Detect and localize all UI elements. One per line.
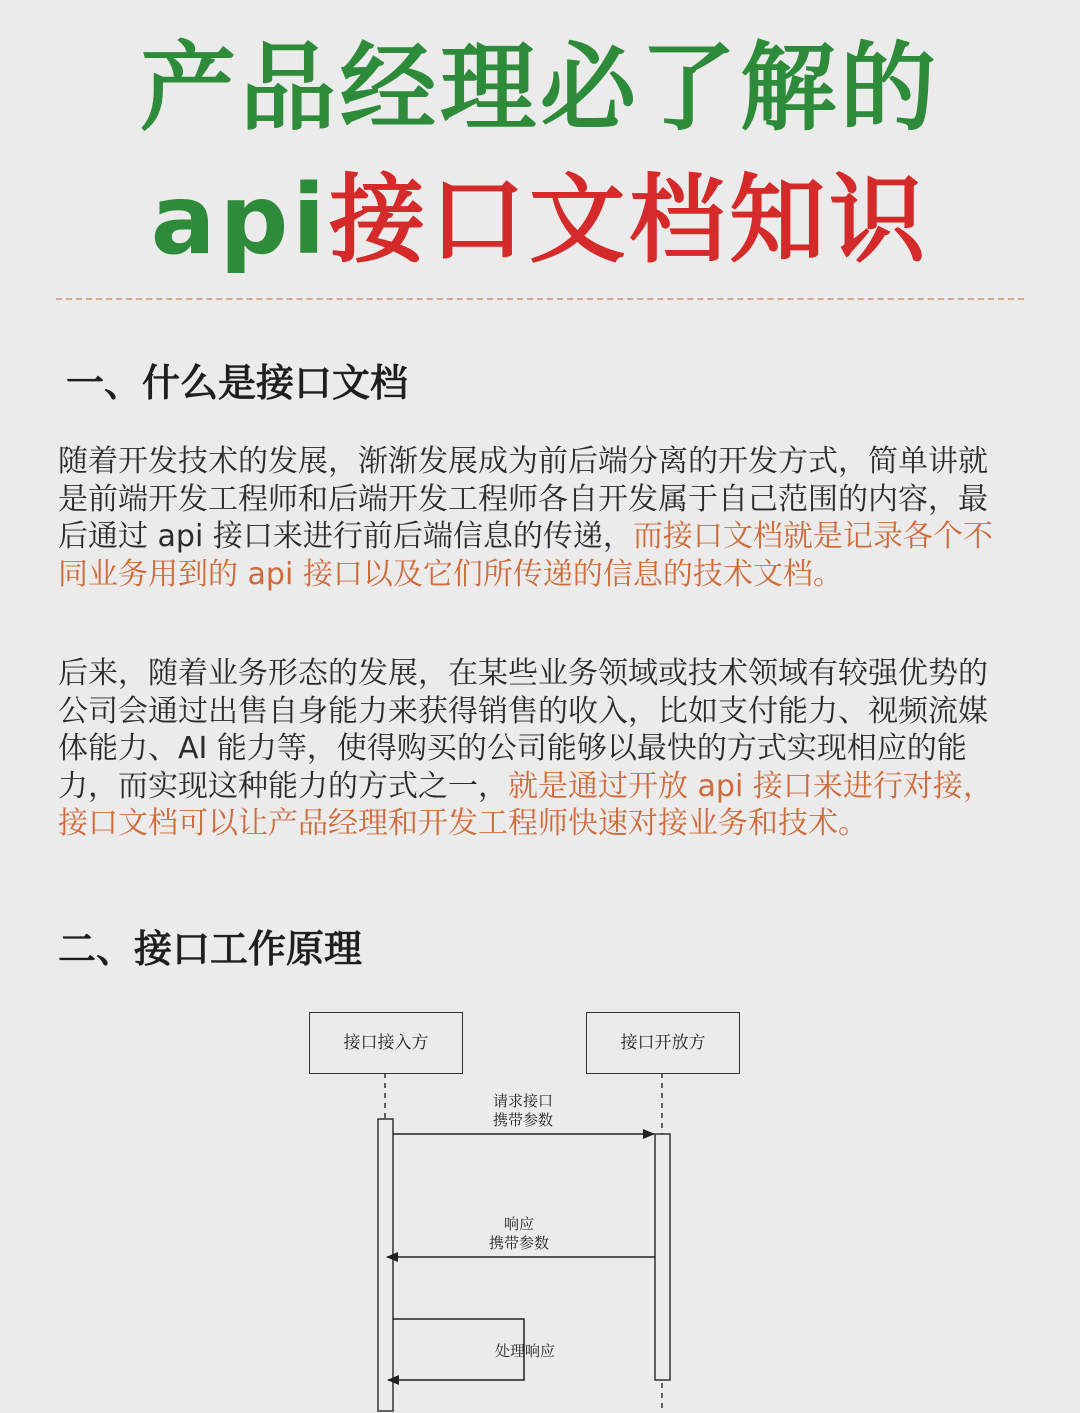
title-rest-words: 接口文档知识 [329,164,930,276]
process-label: 处理响应 [494,1342,555,1360]
request-label [464,1092,582,1130]
paragraph-1-text: 随着开发技术的发展，渐渐发展成为前后端分离的开发方式，简单讲就是前端开发工程师和后端开发工程师各自开发属于自己范围的内容，最后通过 api 接口来进行前后端信息的传递， [58,444,988,554]
actor-provider: 接口开放方 [586,1012,740,1074]
title-line-2 [0,164,1080,276]
title-api-word: api [150,164,330,276]
request-label-line-1: 请求接口 [492,1092,553,1110]
paragraph-2 [58,655,998,843]
actor-caller: 接口接入方 [309,1012,463,1074]
response-label-line-1: 响应 [503,1215,534,1233]
activation-caller [378,1119,393,1411]
response-label-line-2: 携带参数 [488,1234,549,1252]
section-heading-1: 一、什么是接口文档 [66,361,409,405]
paragraph-2-text: 后来，随着业务形态的发展，在某些业务领域或技术领域有较强优势的公司会通过出售自身能力来获得销售的收入，比如支付能力、视频流媒体能力、AI 能力等，使得购买的公司能够以最快的方式实现相应的能力，而实现这种能力的方式之一， [58,656,988,804]
response-label [464,1215,574,1253]
activation-provider [655,1134,670,1380]
section-heading-2: 二、接口工作原理 [58,927,363,971]
paragraph-1 [58,443,998,593]
request-label-line-2: 携带参数 [492,1111,553,1129]
paragraph-1-highlight: 而接口文档就是记录各个不同业务用到的 api 接口以及它们所传递的信息的技术文档。 [58,519,993,592]
paragraph-2-highlight: 就是通过开放 api 接口来进行对接，接口文档可以让产品经理和开发工程师快速对接业务和技术。 [58,768,993,841]
title-line-1: 产品经理必了解的 [140,32,940,144]
dashed-divider [56,298,1024,300]
